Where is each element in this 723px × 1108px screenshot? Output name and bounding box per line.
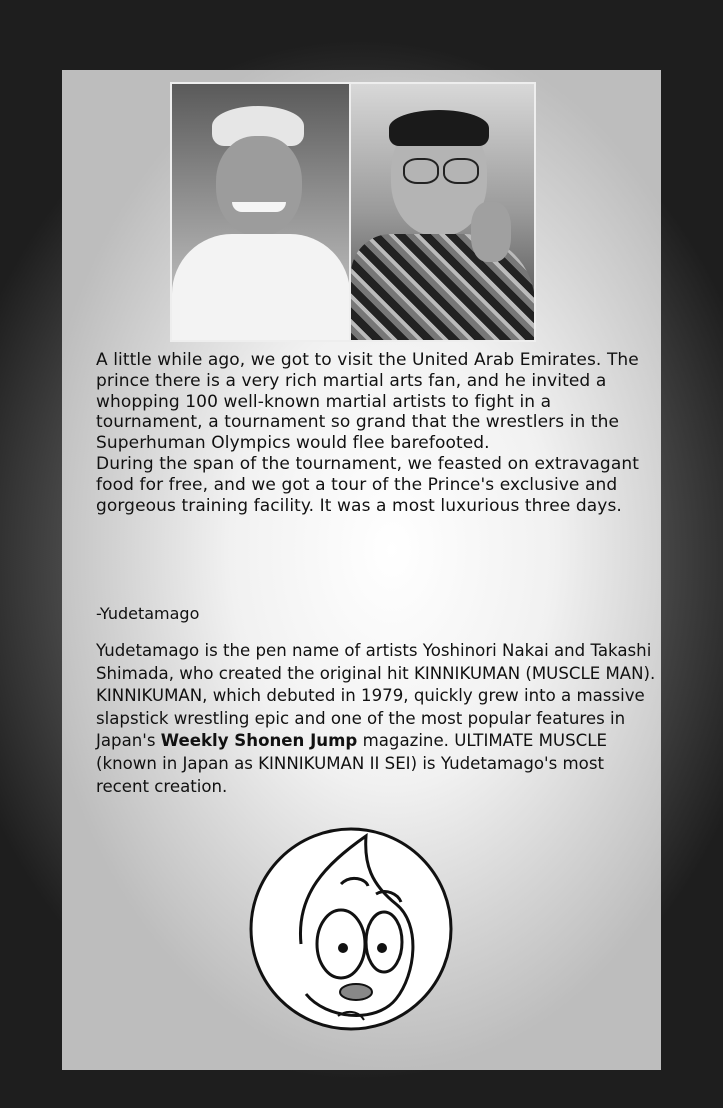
mouth xyxy=(340,984,372,1000)
eye-right xyxy=(366,912,402,972)
smile-shape xyxy=(232,202,286,212)
signature: -Yudetamago xyxy=(96,604,200,623)
authors-note-paragraph-2: During the span of the tournament, we feasted on extravagant food for free, and we got a tour of the Prince's exclusive and gorgeous training facility. It was a most luxurious three days. xyxy=(96,453,639,516)
authors-note-paragraph-1: A little while ago, we got to visit the United Arab Emirates. The prince there is a very rich martial arts fan, and he invited a whopping 100 well-known martial artists to fight in a tournament, a tournament so grand that the wrestlers in the Superhuman Olympics would flee barefooted. xyxy=(96,350,639,454)
glasses-right xyxy=(443,158,479,184)
pupil-left xyxy=(338,943,348,953)
face-shape xyxy=(216,136,302,236)
bio-text-part-2: magazine. ULTIMATE MUSCLE (known in Japan as KINNIKUMAN II SEI) is Yudetamago's most recent creation. xyxy=(96,731,607,796)
hand-shape xyxy=(471,202,511,262)
authors-note xyxy=(96,350,656,516)
author-photo-left xyxy=(172,84,349,340)
magazine-name: Weekly Shonen Jump xyxy=(160,731,358,751)
author-photo-right xyxy=(349,84,534,340)
glasses-left xyxy=(403,158,439,184)
author-photo xyxy=(170,82,536,342)
hair-shape xyxy=(389,110,489,146)
bio-text-part-1: Yudetamago is the pen name of artists Yoshinori Nakai and Takashi Shimada, who created the original hit KINNIKUMAN (MUSCLE MAN). KINNIKUMAN, which debuted in 1979, quickly grew into a massive slapstick wrestling epic and one of the most popular features in Japan's xyxy=(96,641,656,751)
pupil-right xyxy=(377,943,387,953)
author-bio xyxy=(96,640,656,798)
robe-shape xyxy=(172,234,349,340)
cartoon-character-drawing xyxy=(246,824,456,1034)
